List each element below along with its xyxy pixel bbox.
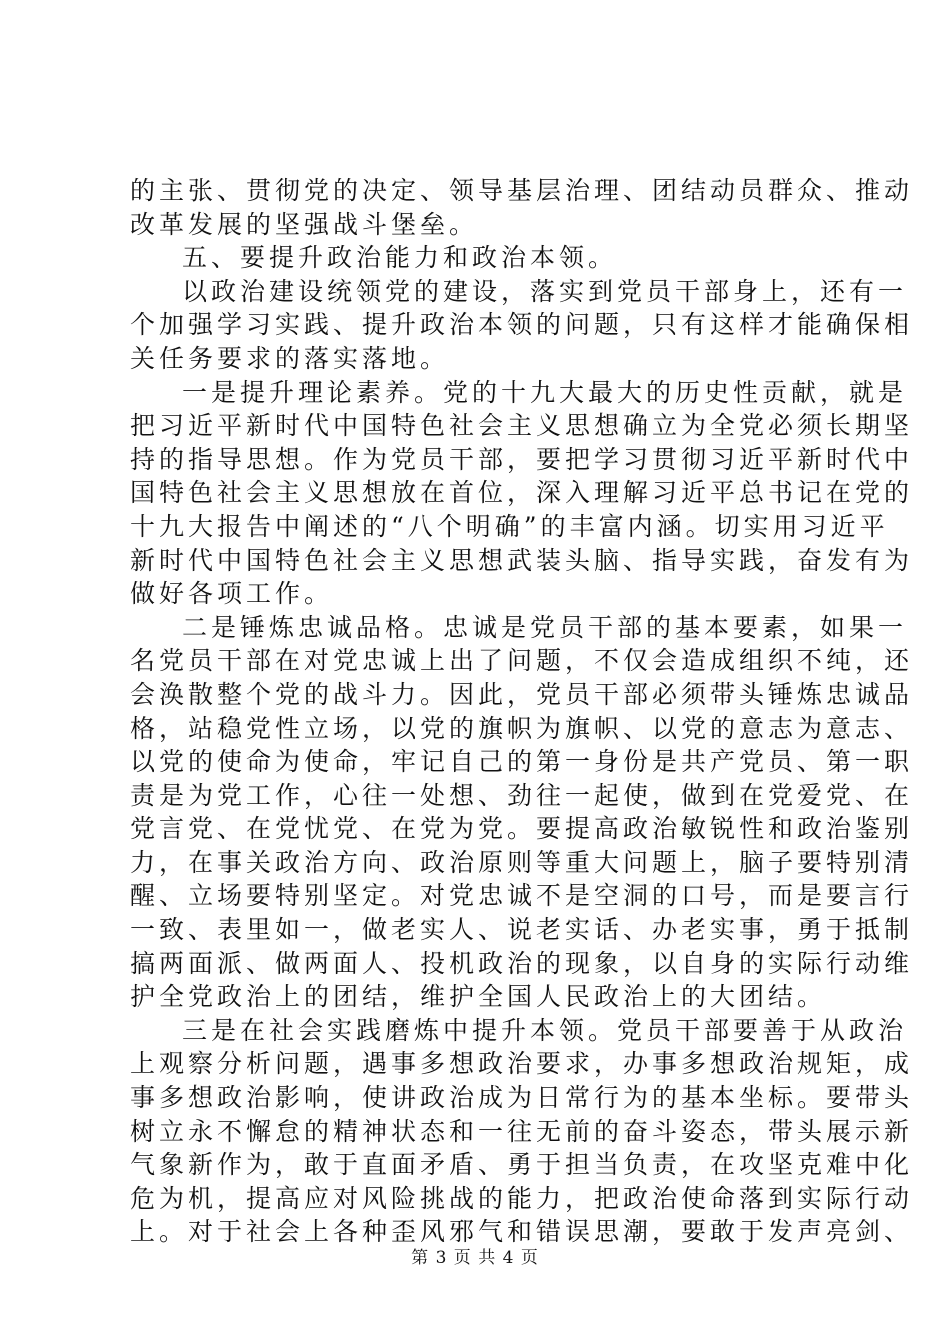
- text-line: 党言党、在党忧党、在党为党。要提高政治敏锐性和政治鉴别: [130, 814, 914, 844]
- text-line: 醒、立场要特别坚定。对党忠诚不是空洞的口号，而是要言行: [130, 881, 914, 911]
- section-heading: 五、要提升政治能力和政治本领。: [182, 243, 618, 273]
- text-line: 搞两面派、做两面人、投机政治的现象，以自身的实际行动维: [130, 948, 914, 978]
- text-line: 危为机，提高应对风险挑战的能力，把政治使命落到实际行动: [130, 1183, 914, 1213]
- text-line: 新时代中国特色社会主义思想武装头脑、指导实践，奋发有为: [130, 545, 914, 575]
- text-line: 上观察分析问题，遇事多想政治要求，办事多想政治规矩，成: [130, 1049, 914, 1079]
- text-line: 三是在社会实践磨炼中提升本领。党员干部要善于从政治: [182, 1015, 908, 1045]
- text-line: 国特色社会主义思想放在首位，深入理解习近平总书记在党的: [130, 478, 914, 508]
- text-line: 以政治建设统领党的建设，落实到党员干部身上，还有一: [182, 276, 908, 306]
- text-line: 二是锤炼忠诚品格。忠诚是党员干部的基本要素，如果一: [182, 612, 908, 642]
- text-line: 上。对于社会上各种歪风邪气和错误思潮，要敢于发声亮剑、: [130, 1217, 914, 1247]
- text-line: 责是为党工作，心往一处想、劲往一起使，做到在党爱党、在: [130, 780, 914, 810]
- text-line: 关任务要求的落实落地。: [130, 343, 450, 373]
- body-text: [130, 174, 914, 1249]
- text-line: 一是提升理论素养。党的十九大最大的历史性贡献，就是: [182, 377, 908, 407]
- text-line: 格，站稳党性立场，以党的旗帜为旗帜、以党的意志为意志、: [130, 713, 914, 743]
- text-line: 改革发展的坚强战斗堡垒。: [130, 209, 479, 239]
- text-line: 名党员干部在对党忠诚上出了问题，不仅会造成组织不纯，还: [130, 646, 914, 676]
- text-line: 十九大报告中阐述的“八个明确”的丰富内涵。切实用习近平: [130, 511, 889, 541]
- text-line: 一致、表里如一，做老实人、说老实话、办老实事，勇于抵制: [130, 915, 914, 945]
- text-line: 会涣散整个党的战斗力。因此，党员干部必须带头锤炼忠诚品: [130, 679, 914, 709]
- text-line: 做好各项工作。: [130, 579, 334, 609]
- text-line: 把习近平新时代中国特色社会主义思想确立为全党必须长期坚: [130, 411, 914, 441]
- text-line: 个加强学习实践、提升政治本领的问题，只有这样才能确保相: [130, 310, 914, 340]
- page-number-footer: 第 3 页 共 4 页: [411, 1248, 539, 1268]
- text-line: 护全党政治上的团结，维护全国人民政治上的大团结。: [130, 982, 827, 1012]
- text-line: 的主张、贯彻党的决定、领导基层治理、团结动员群众、推动: [130, 176, 914, 205]
- text-line: 事多想政治影响，使讲政治成为日常行为的基本坐标。要带头: [130, 1083, 914, 1113]
- text-line: 气象新作为，敢于直面矛盾、勇于担当负责，在攻坚克难中化: [130, 1150, 914, 1180]
- text-line: 力，在事关政治方向、政治原则等重大问题上，脑子要特别清: [130, 847, 914, 877]
- text-line: 持的指导思想。作为党员干部，要把学习贯彻习近平新时代中: [130, 444, 914, 474]
- text-line: 以党的使命为使命，牢记自己的第一身份是共产党员、第一职: [130, 747, 914, 777]
- text-line: 树立永不懈怠的精神状态和一往无前的奋斗姿态，带头展示新: [130, 1116, 914, 1146]
